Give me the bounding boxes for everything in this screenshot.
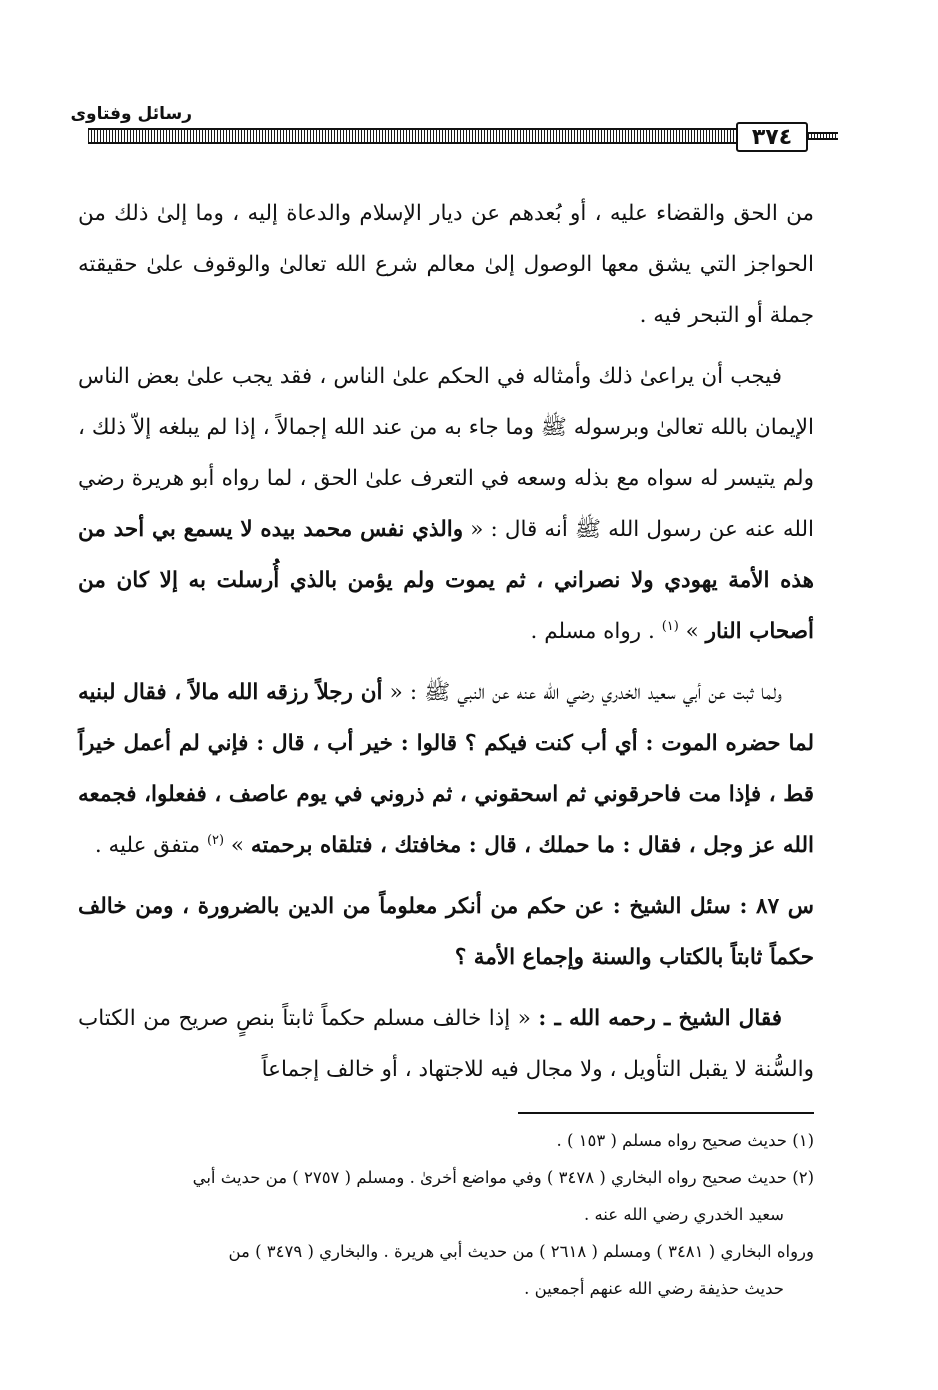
footnote-2: (٢) حديث صحيح رواه البخاري ( ٣٤٧٨ ) وفي مواضع أخرىٰ . ومسلم ( ٢٧٥٧ ) من حديث أبي <box>192 1168 814 1187</box>
quote-close-2: » <box>224 833 251 858</box>
footnote-ref-2: (٢) <box>206 832 225 848</box>
question-87: س ٨٧ : سئل الشيخ : عن حكم من أنكر معلوماً من الدين بالضرورة ، ومن خالف حكماً ثابتاً بالكتاب والسنة وإجماع الأمة ؟ <box>78 894 814 970</box>
hadith-quote-1: والذي نفس محمد بيده لا يسمع بي أحد من هذه الأمة يهودي ولا نصراني ، ثم يموت ولم يؤمن بالذي أُرسلت به إلا كان من أصحاب النار <box>78 517 814 644</box>
paragraph-3-tail: متفق عليه . <box>94 833 207 858</box>
running-title: رسائل وفتاوى <box>70 104 192 124</box>
paragraph-5 <box>78 993 814 1095</box>
footnote-1: (١) حديث صحيح رواه مسلم ( ١٥٣ ) . <box>556 1131 814 1150</box>
paragraph-3-text: ولما ثبت عن أبي سعيد الخدري رضي الله عنه عن النبي ﷺ : « <box>382 680 782 705</box>
header-rule <box>88 128 736 144</box>
footnote-2-cont: سعيد الخدري رضي الله عنه . <box>583 1205 784 1224</box>
page-number: ٣٧٤ <box>736 122 808 152</box>
paragraph-2-tail: . رواه مسلم . <box>530 619 662 644</box>
answer-lead: فقال الشيخ ـ رحمه الله ـ : <box>538 1006 783 1031</box>
footnote-3-cont: حديث حذيفة رضي الله عنهم أجمعين . <box>524 1279 784 1298</box>
footnote-separator <box>518 1112 814 1114</box>
answer-text: « إذا خالف مسلم حكماً ثابتاً بنصٍ صريح من الكتاب والسُّنة لا يقبل التأويل ، ولا مجال فيه للاجتهاد ، أو خالف إجماعاً <box>78 1006 814 1082</box>
body-text <box>78 188 814 1105</box>
quote-close-1: » <box>678 619 706 644</box>
paragraph-1: من الحق والقضاء عليه ، أو بُعدهم عن ديار الإسلام والدعاة إليه ، وما إلىٰ ذلك من الحواجز التي يشق معها الوصول إلىٰ معالم شرع الله تعالىٰ والوقوف علىٰ حقيقته جملة أو التبحر فيه . <box>78 201 814 328</box>
paragraph-2-text: فيجب أن يراعىٰ ذلك وأمثاله في الحكم علىٰ الناس ، فقد يجب علىٰ بعض الناس الإيمان بالله تعالىٰ وبرسوله ﷺ وما جاء به من عند الله إجمالاً ، إذا لم يبلغه إلاّ ذلك ، ولم يتيسر له سواه مع بذله وسعه في التعرف علىٰ الحق ، لما رواه أبو هريرة رضي الله عنه عن رسول الله ﷺ أنه قال : « <box>78 364 814 542</box>
footnote-3: ورواه البخاري ( ٣٤٨١ ) ومسلم ( ٢٦١٨ ) من حديث أبي هريرة . والبخاري ( ٣٤٧٩ ) من <box>228 1242 814 1261</box>
paragraph-2 <box>78 351 814 657</box>
footnote-ref-1: (١) <box>661 618 679 634</box>
header-rule-end <box>808 132 838 140</box>
paragraph-3 <box>78 667 814 871</box>
hadith-quote-2: أن رجلاً رزقه الله مالاً ، فقال لبنيه لما حضره الموت : أي أب كنت فيكم ؟ قالوا : خير أب ، قال : فإني لم أعمل خيراً قط ، فإذا مت فاحرقوني ثم اسحقوني ، ثم ذروني في يوم عاصف ، ففعلوا، فجمعه الله عز وجل ، فقال : ما حملك ، قال : مخافتك ، فتلقاه برحمته <box>78 680 814 858</box>
footnotes <box>74 1122 814 1307</box>
